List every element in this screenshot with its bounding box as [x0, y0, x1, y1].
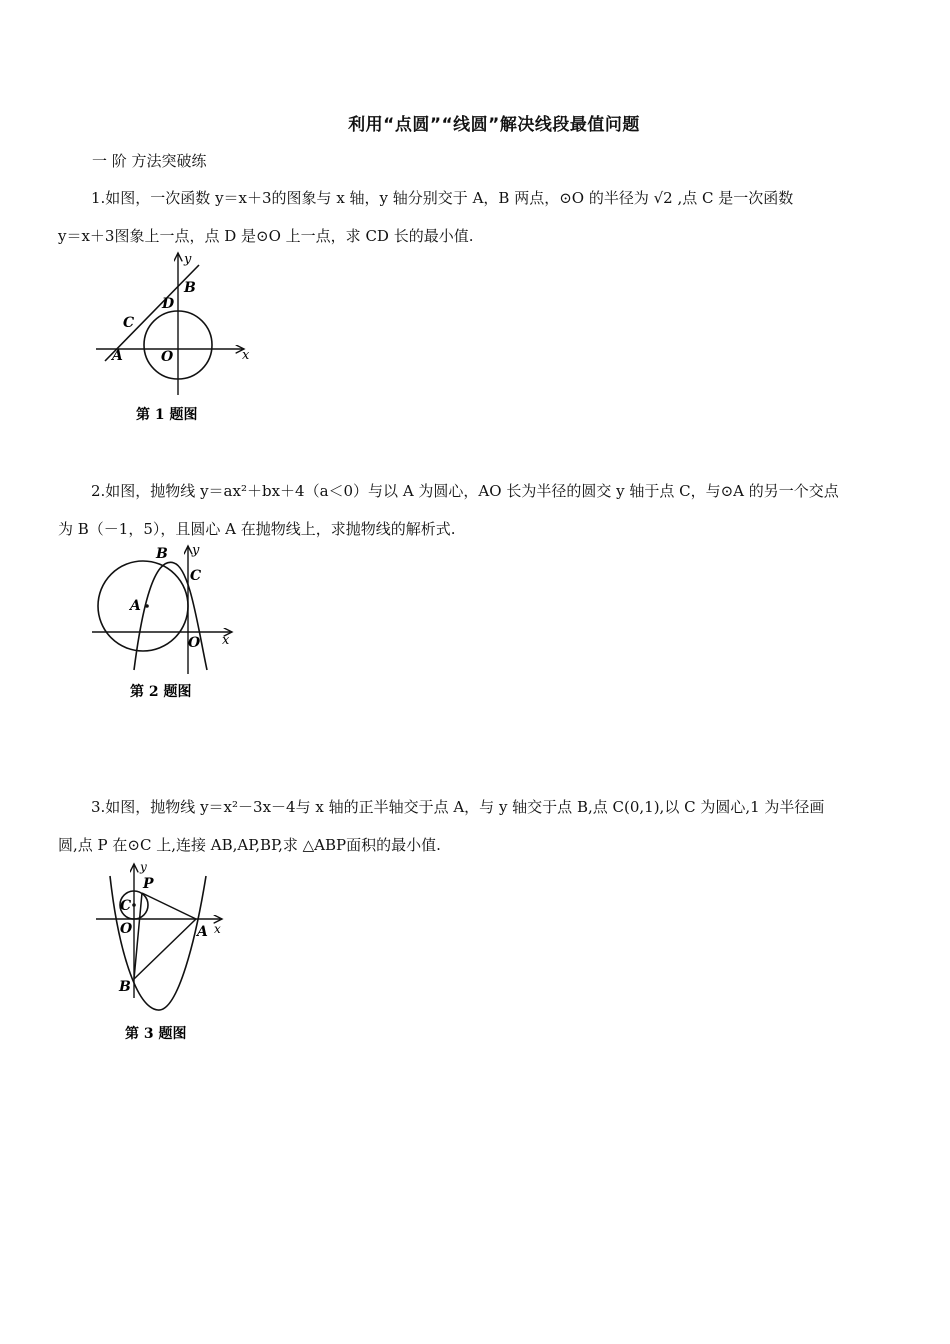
- figure-3: [92, 858, 252, 1052]
- label-c: C: [190, 568, 202, 584]
- figure-2-caption: 第 2 题图: [130, 684, 192, 700]
- question-1-line-2: y＝x＋3图象上一点，点 D 是⊙O 上一点，求 CD 长的最小值.: [58, 227, 474, 245]
- label-x: x: [242, 348, 250, 363]
- label-a: A: [197, 924, 208, 940]
- label-o: O: [188, 635, 201, 651]
- figure-2: [92, 538, 252, 710]
- label-x: x: [214, 922, 221, 936]
- label-c: C: [123, 315, 135, 331]
- question-1-line-1: 1.如图，一次函数 y＝x＋3的图象与 x 轴，y 轴分别交于 A，B 两点，⊙O 的半径为 √2 ,点 C 是一次函数: [91, 189, 794, 207]
- question-3: [58, 788, 888, 864]
- label-o: O: [161, 349, 174, 365]
- figure-1: [92, 245, 262, 434]
- page-title: 利用“点圆”“线圆”解决线段最值问题: [348, 115, 640, 135]
- label-c: C: [120, 898, 132, 914]
- label-y: y: [140, 860, 147, 874]
- segment-ab: [134, 919, 196, 979]
- label-b: B: [184, 280, 196, 296]
- label-a: A: [112, 348, 123, 364]
- label-y: y: [184, 252, 192, 267]
- label-d: D: [162, 296, 175, 312]
- circle-a: [98, 561, 188, 651]
- label-o: O: [120, 921, 133, 937]
- question-3-line-1: 3.如图，抛物线 y＝x²－3x－4与 x 轴的正半轴交于点 A，与 y 轴交于点 B,点 C(0,1),以 C 为圆心,1 为半径画: [91, 798, 825, 816]
- label-p: P: [143, 876, 154, 892]
- point-c: [132, 903, 136, 907]
- label-a: A: [130, 598, 141, 614]
- question-2-line-2: 为 B（－1，5），且圆心 A 在抛物线上，求抛物线的解析式.: [58, 520, 456, 538]
- question-2-line-1: 2.如图，抛物线 y＝ax²＋bx＋4（a＜0）与以 A 为圆心，AO 长为半径的圆交 y 轴于点 C，与⊙A 的另一个交点: [91, 482, 839, 500]
- question-1: [58, 179, 888, 255]
- figure-1-caption: 第 1 题图: [136, 407, 198, 423]
- figure-3-caption: 第 3 题图: [125, 1026, 187, 1042]
- point-a: [145, 604, 149, 608]
- segment-ap: [142, 893, 196, 919]
- label-y: y: [192, 543, 200, 558]
- label-x: x: [222, 633, 230, 648]
- section-heading: 一 阶 方法突破练: [92, 152, 207, 170]
- label-b: B: [156, 546, 168, 562]
- label-b: B: [119, 979, 131, 995]
- question-3-line-2: 圆,点 P 在⊙C 上,连接 AB,AP,BP,求 △ABP面积的最小值.: [58, 836, 441, 854]
- question-2: [58, 472, 888, 548]
